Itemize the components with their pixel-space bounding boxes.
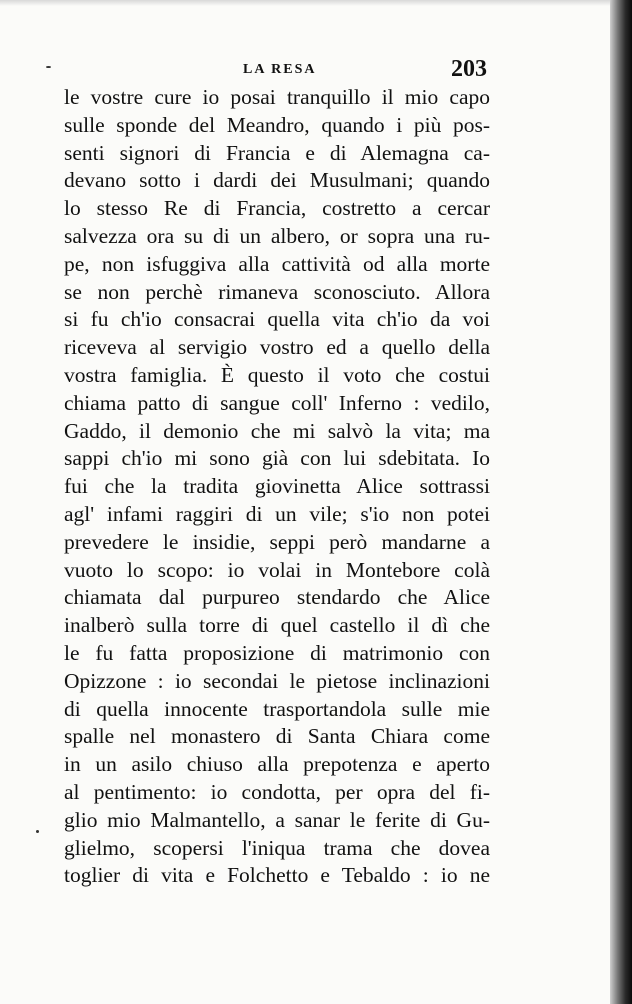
text-line: le fu fatta proposizione di matrimonio con [64,640,490,665]
text-line: in un asilo chiuso alla prepotenza e aperto [64,752,490,777]
top-page-edge [0,0,632,6]
text-line: le vostre cure io posai tranquillo il mio capo [64,85,490,109]
text-line: vuoto lo scopo: io volai in Montebore colà [64,557,490,582]
text-line: spalle nel monastero di Santa Chiara come [64,724,490,749]
text-line: sulle sponde del Meandro, quando i più pos- [64,112,490,137]
text-line: fui che la tradita giovinetta Alice sottrassi [64,474,490,499]
text-line: chiamata dal purpureo stendardo che Alice [64,585,490,610]
ink-speck [46,66,51,68]
text-line: inalberò sulla torre di quel castello il dì che [64,613,490,638]
text-line: glio mio Malmantello, a sanar le ferite di Gu- [64,807,490,832]
text-line: salvezza ora su di un albero, or sopra una ru- [64,223,490,248]
text-line: se non perchè rimaneva sconosciuto. Allora [64,279,490,304]
text-line: toglier di vita e Folchetto e Tebaldo : io ne [64,863,490,888]
text-line: glielmo, scopersi l'iniqua trama che dovea [64,835,490,860]
text-line: devano sotto i dardi dei Musulmani; quando [64,168,490,193]
text-line: pe, non isfuggiva alla cattività od alla morte [64,251,490,276]
text-line: di quella innocente trasportandola sulle mie [64,696,490,721]
page-number: 203 [451,56,487,82]
ink-speck [36,830,39,833]
text-line: Gaddo, il demonio che mi salvò la vita; ma [64,418,490,443]
text-line: lo stesso Re di Francia, costretto a cercar [64,196,490,221]
text-line: si fu ch'io consacrai quella vita ch'io da voi [64,307,490,332]
binding-edge [610,0,632,1004]
text-line: senti signori di Francia e di Alemagna ca- [64,140,490,165]
body-text [64,84,490,890]
text-line: prevedere le insidie, seppi però mandarne a [64,529,490,554]
text-line: agl' infami raggiri di un vile; s'io non potei [64,501,490,526]
text-line: riceveva al servigio vostro ed a quello della [64,335,490,360]
text-line: chiama patto di sangue coll' Inferno : vedilo, [64,390,490,415]
text-line: Opizzone : io secondai le pietose inclinazioni [64,668,490,693]
running-head: LA RESA [243,62,317,77]
text-line: sappi ch'io mi sono già con lui sdebitata. Io [64,446,490,471]
text-line: vostra famiglia. È questo il voto che costui [64,362,490,387]
text-line: al pentimento: io condotta, per opra del fi- [64,779,490,804]
